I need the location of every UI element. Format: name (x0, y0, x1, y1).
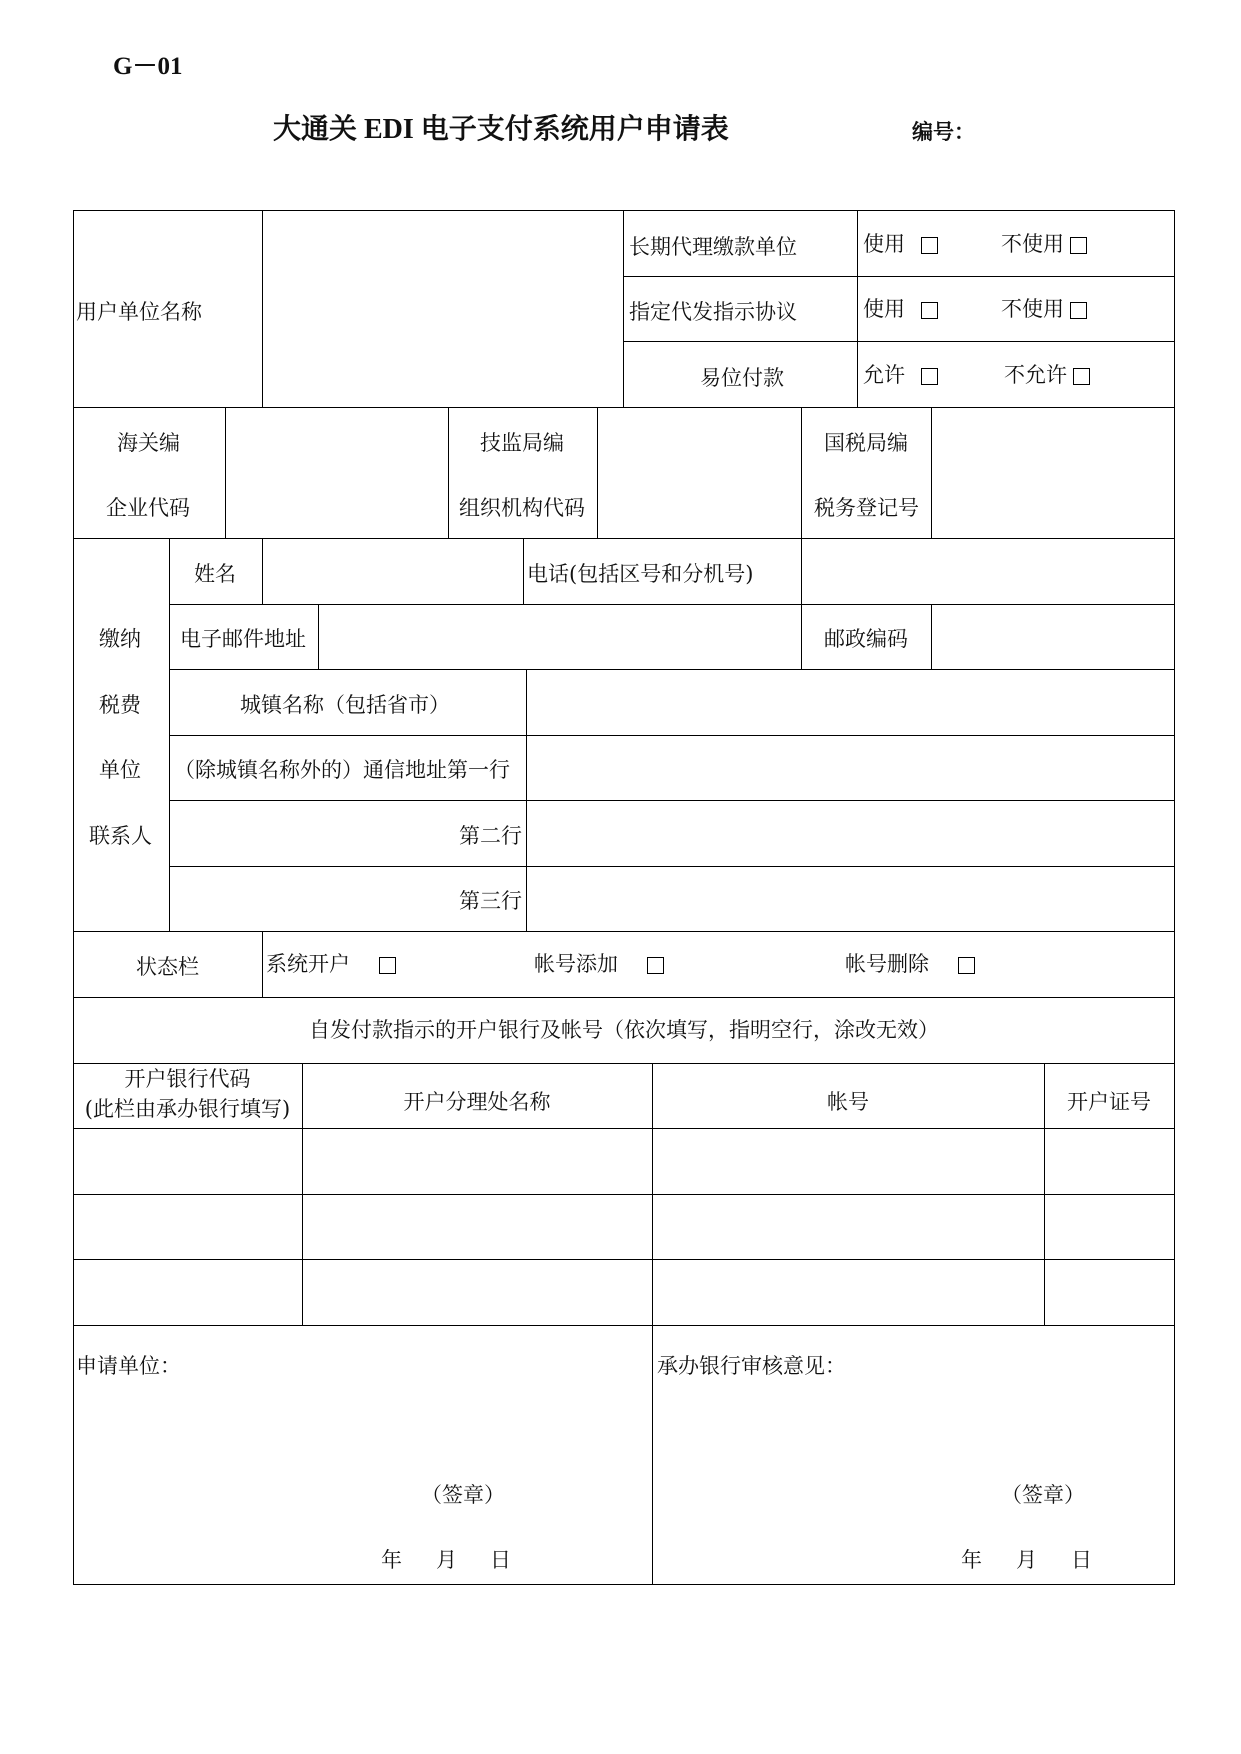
long-term-use-label: 使用 (863, 232, 905, 256)
tax-bureau-label-2: 税务登记号 (814, 496, 919, 520)
long-term-use-checkbox[interactable] (921, 237, 938, 254)
phone-label: 电话(包括区号和分机号) (527, 562, 754, 586)
contact-side-label-4: 联系人 (89, 824, 152, 848)
transfer-allow-checkbox[interactable] (921, 368, 938, 385)
form-title: 大通关 EDI 电子支付系统用户申请表 (273, 114, 729, 145)
address-line2-field[interactable] (528, 802, 1173, 865)
long-term-not-use-checkbox[interactable] (1070, 237, 1087, 254)
organization-code-field[interactable] (599, 409, 800, 537)
name-field[interactable] (264, 540, 522, 603)
city-field[interactable] (528, 671, 1173, 734)
status-label: 状态栏 (136, 955, 199, 979)
applicant-year-label: 年 (381, 1548, 402, 1572)
col-bank-code-header-2: (此栏由承办银行填写) (84, 1097, 291, 1121)
address-line3-field[interactable] (528, 868, 1173, 930)
col-license-header: 开户证号 (1067, 1090, 1151, 1114)
col-account-header: 帐号 (827, 1090, 869, 1114)
customs-code-field[interactable] (227, 409, 447, 537)
designated-use-checkbox[interactable] (921, 302, 938, 319)
add-account-checkbox[interactable] (647, 957, 664, 974)
designated-use-label: 使用 (863, 297, 905, 321)
email-field[interactable] (320, 606, 800, 668)
bank-table-row[interactable] (75, 1196, 1173, 1258)
applicant-month-label: 月 (436, 1548, 457, 1572)
address-line3-label: 第三行 (459, 889, 522, 913)
add-account-label: 帐号添加 (534, 952, 618, 976)
tech-bureau-label-1: 技监局编 (480, 431, 564, 455)
long-term-agent-label: 长期代理缴款单位 (629, 235, 797, 259)
bank-seal: （签章） (1001, 1483, 1085, 1507)
name-label: 姓名 (194, 562, 236, 586)
customs-code-label-1: 海关编 (117, 431, 180, 455)
city-label: 城镇名称（包括省市） (240, 693, 450, 717)
form-code: G－01 (113, 53, 183, 80)
designated-agreement-label: 指定代发指示协议 (629, 300, 797, 324)
bank-table-row[interactable] (75, 1130, 1173, 1193)
email-label: 电子邮件地址 (180, 627, 306, 651)
open-account-checkbox[interactable] (379, 957, 396, 974)
bank-review-label: 承办银行审核意见： (657, 1354, 846, 1378)
address-line1-field[interactable] (528, 737, 1173, 799)
transfer-not-allow-checkbox[interactable] (1073, 368, 1090, 385)
transfer-not-allow-label: 不允许 (1004, 363, 1067, 387)
user-unit-name-label: 用户单位名称 (76, 300, 202, 324)
bank-section-heading: 自发付款指示的开户银行及帐号（依次填写，指明空行，涂改无效） (309, 1018, 939, 1042)
delete-account-label: 帐号删除 (845, 952, 929, 976)
bank-table-row[interactable] (75, 1261, 1173, 1324)
applicant-seal: （签章） (421, 1483, 505, 1507)
phone-field[interactable] (803, 540, 1173, 603)
applicant-label: 申请单位： (76, 1354, 181, 1378)
contact-side-label-1: 缴纳 (99, 627, 141, 651)
long-term-not-use-label: 不使用 (1001, 232, 1064, 256)
bank-day-label: 日 (1071, 1548, 1092, 1572)
transfer-payment-label: 易位付款 (700, 366, 784, 390)
col-branch-name-header: 开户分理处名称 (403, 1090, 551, 1114)
user-unit-name-field[interactable] (264, 212, 622, 406)
contact-side-label-3: 单位 (99, 758, 141, 782)
delete-account-checkbox[interactable] (958, 957, 975, 974)
number-label: 编号： (912, 120, 975, 144)
bank-month-label: 月 (1016, 1548, 1037, 1572)
tax-registration-field[interactable] (933, 409, 1173, 537)
designated-not-use-label: 不使用 (1001, 297, 1064, 321)
postcode-field[interactable] (933, 606, 1173, 668)
address-line2-label: 第二行 (459, 824, 522, 848)
address-line1-label: （除城镇名称外的）通信地址第一行 (174, 758, 510, 782)
designated-not-use-checkbox[interactable] (1070, 302, 1087, 319)
transfer-allow-label: 允许 (863, 363, 905, 387)
bank-year-label: 年 (961, 1548, 982, 1572)
open-account-label: 系统开户 (266, 952, 350, 976)
col-bank-code-header-1: 开户银行代码 (124, 1067, 251, 1091)
tax-bureau-label-1: 国税局编 (824, 431, 908, 455)
customs-code-label-2: 企业代码 (106, 496, 190, 520)
contact-side-label-2: 税费 (99, 693, 141, 717)
applicant-day-label: 日 (490, 1548, 511, 1572)
postcode-label: 邮政编码 (824, 627, 908, 651)
tech-bureau-label-2: 组织机构代码 (459, 496, 585, 520)
